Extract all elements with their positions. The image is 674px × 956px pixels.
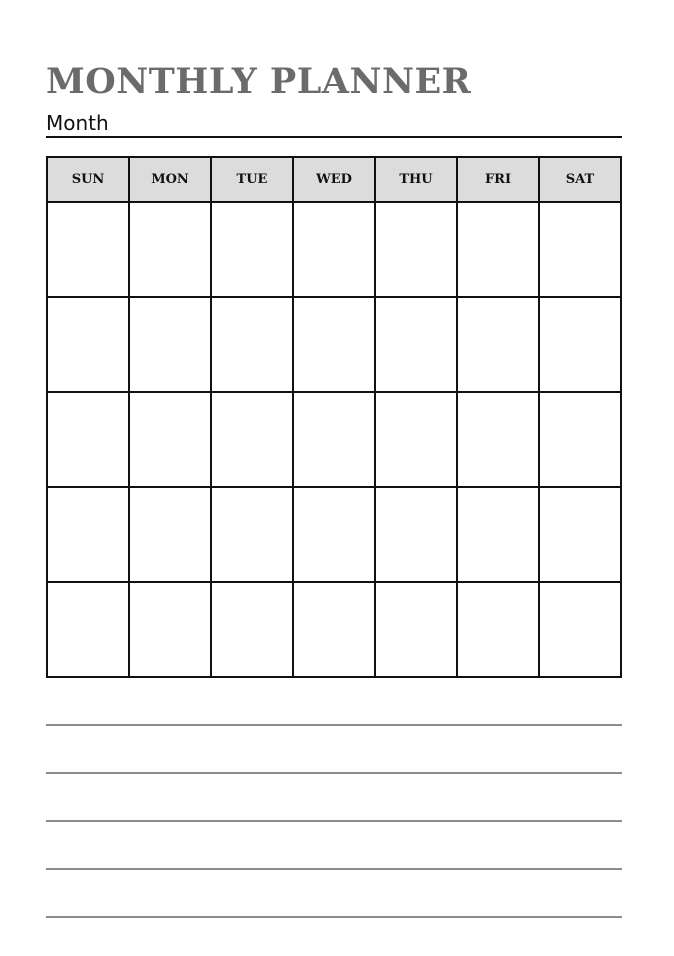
day-cell [47,202,129,297]
weekday-header-sun: SUN [47,157,129,202]
weekday-header-mon: MON [129,157,211,202]
note-line [46,868,622,870]
calendar-grid [46,156,622,678]
month-write-line [46,136,622,138]
day-cell [47,582,129,677]
day-cell [539,297,621,392]
page-title: MONTHLY PLANNER [46,61,472,102]
day-cell [293,392,375,487]
day-cell [293,582,375,677]
day-cell [293,487,375,582]
day-cell [129,487,211,582]
week-row [47,392,621,487]
day-cell [293,202,375,297]
note-line [46,916,622,918]
note-line [46,772,622,774]
day-cell [211,392,293,487]
day-cell [457,392,539,487]
day-cell [539,392,621,487]
note-line [46,820,622,822]
day-cell [211,297,293,392]
day-cell [375,582,457,677]
week-row [47,487,621,582]
day-cell [375,297,457,392]
week-row [47,582,621,677]
weekday-header-row [47,157,621,202]
day-cell [47,392,129,487]
week-row [47,202,621,297]
day-cell [129,392,211,487]
month-label: Month [46,111,109,135]
day-cell [457,582,539,677]
weekday-header-wed: WED [293,157,375,202]
day-cell [375,392,457,487]
weekday-header-tue: TUE [211,157,293,202]
day-cell [375,487,457,582]
day-cell [129,582,211,677]
day-cell [457,202,539,297]
day-cell [293,297,375,392]
day-cell [211,487,293,582]
day-cell [539,487,621,582]
day-cell [457,487,539,582]
day-cell [129,297,211,392]
day-cell [457,297,539,392]
weekday-header-thu: THU [375,157,457,202]
day-cell [47,297,129,392]
day-cell [129,202,211,297]
weekday-header-sat: SAT [539,157,621,202]
day-cell [375,202,457,297]
day-cell [211,202,293,297]
day-cell [539,582,621,677]
weekday-header-fri: FRI [457,157,539,202]
day-cell [211,582,293,677]
day-cell [539,202,621,297]
calendar-weeks [47,202,621,677]
day-cell [47,487,129,582]
note-line [46,724,622,726]
week-row [47,297,621,392]
